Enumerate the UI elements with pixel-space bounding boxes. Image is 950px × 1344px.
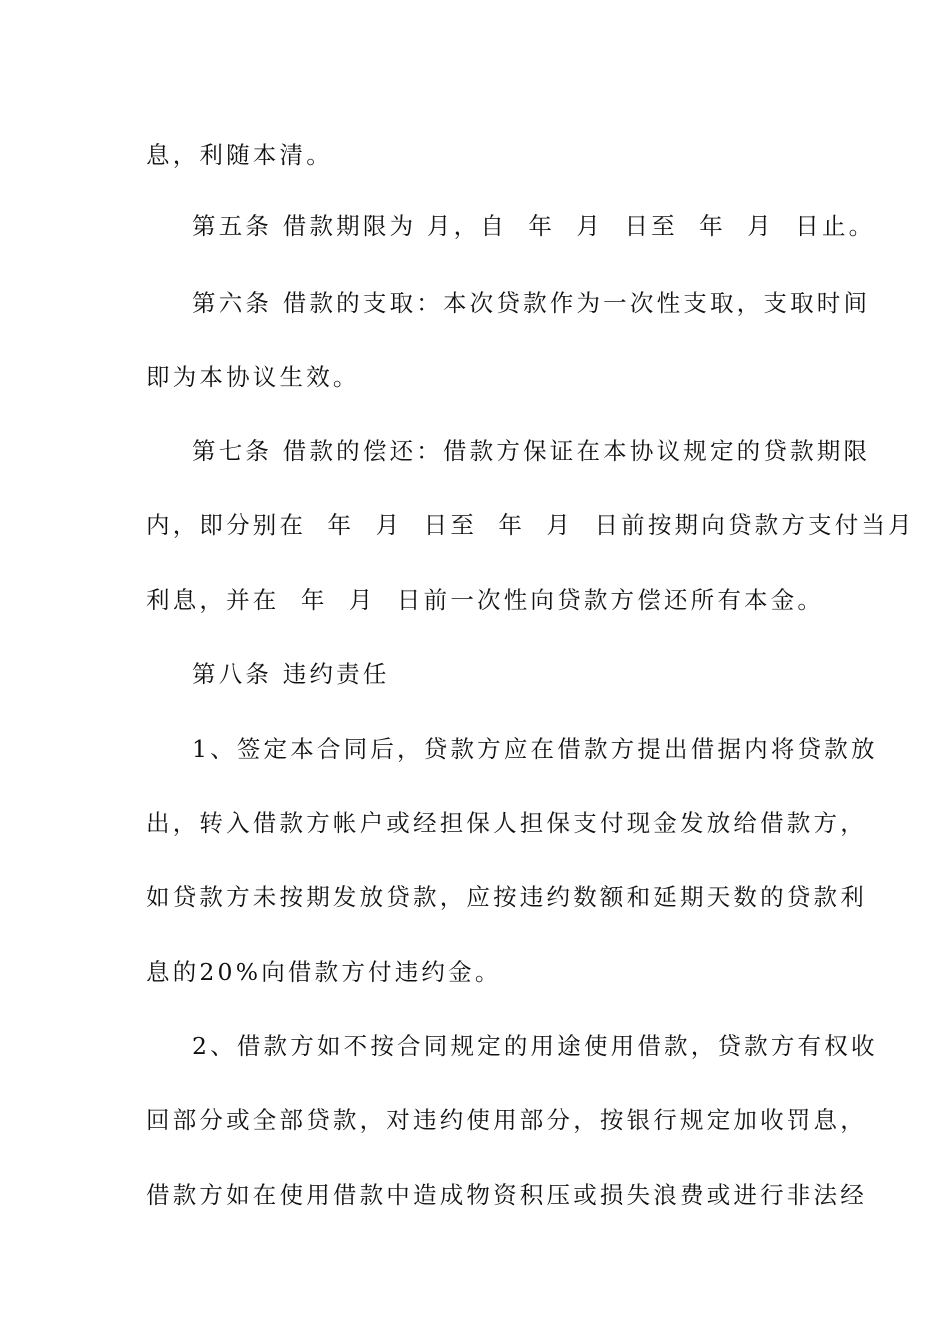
- text-line: 息，利随本清。: [146, 141, 333, 169]
- text-line: 即为本协议生效。: [146, 363, 360, 391]
- article-6-withdrawal: 第六条 借款的支取：本次贷款作为一次性支取，支取时间: [192, 289, 871, 317]
- article-8-heading: 第八条 违约责任: [192, 660, 390, 688]
- text-line: 息的20%向借款方付违约金。: [146, 958, 502, 986]
- text-line: 内，即分别在 年 月 日至 年 月 日前按期向贷款方支付当月: [146, 511, 915, 539]
- clause-1: 1、签定本合同后，贷款方应在借款方提出借据内将贷款放: [192, 735, 878, 763]
- text-line: 回部分或全部贷款，对违约使用部分，按银行规定加收罚息，: [146, 1106, 867, 1134]
- text-line: 借款方如在使用借款中造成物资积压或损失浪费或进行非法经: [146, 1181, 867, 1209]
- article-7-repayment: 第七条 借款的偿还：借款方保证在本协议规定的贷款期限: [192, 437, 871, 465]
- text-line: 利息，并在 年 月 日前一次性向贷款方偿还所有本金。: [146, 586, 825, 614]
- text-line: 出，转入借款方帐户或经担保人担保支付现金发放给借款方，: [146, 809, 867, 837]
- clause-2: 2、借款方如不按合同规定的用途使用借款，贷款方有权收: [192, 1032, 878, 1060]
- article-5-term: 第五条 借款期限为 月，自 年 月 日至 年 月 日止。: [192, 212, 876, 240]
- text-line: 如贷款方未按期发放贷款，应按违约数额和延期天数的贷款利: [146, 883, 867, 911]
